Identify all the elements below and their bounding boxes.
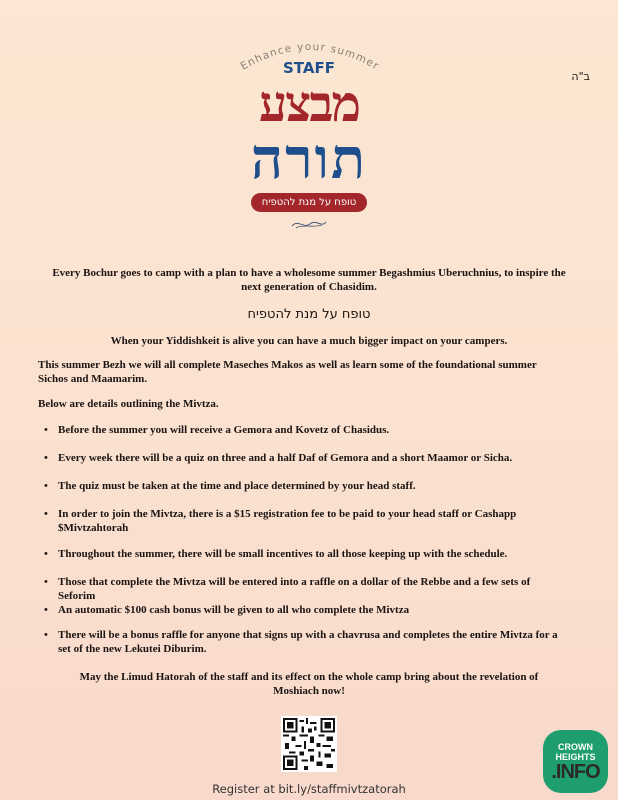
hebrew-motto: טופח על מנת להטפיח <box>247 307 371 322</box>
logo-title-torah: תורה <box>250 126 368 192</box>
list-item: • An automatic $100 cash bonus will be given to all who complete the Mivtza <box>58 603 568 617</box>
impact-line: When your Yiddishkeit is alive you can have a much bigger impact on your campers. <box>110 335 508 347</box>
crownheights-info-badge <box>543 730 608 793</box>
summer-plan-paragraph: This summer Bezh we will all complete Maseches Makos as well as learn some of the foundational summer Sichos and Maamarim. <box>38 359 537 385</box>
svg-text:Enhance your summer: Enhance your summer <box>238 40 382 73</box>
list-item: • The quiz must be taken at the time and place determined by your head staff. <box>58 479 568 493</box>
list-item: • Before the summer you will receive a Gemora and Kovetz of Chasidus. <box>58 423 568 437</box>
details-intro: Below are details outlining the Mivtza. <box>38 398 219 410</box>
body-content <box>0 266 618 796</box>
badge-line-1: CROWN <box>558 742 593 752</box>
list-item: • There will be a bonus raffle for anyone that signs up with a chavrusa and completes the entire Mivtza for a set of the new Lekutei Diburim. <box>58 628 563 656</box>
logo-title-mivtza: מבצע <box>258 74 360 133</box>
closing-blessing: May the Limud Hatorah of the staff and its effect on the whole camp bring about the revelation of Moshiach now! <box>79 671 539 697</box>
list-item: • Every week there will be a quiz on three and a half Daf of Gemora and a short Maamor or Sicha. <box>58 451 568 465</box>
details-list <box>0 423 618 656</box>
badge-line-3: .INFO <box>551 761 600 783</box>
intro-paragraph: Every Bochur goes to camp with a plan to have a wholesome summer Begashmius Uberuchnius, to inspire the next generation of Chasidim. <box>52 267 566 293</box>
register-link[interactable]: Register at bit.ly/staffmivtzatorah <box>212 782 406 796</box>
list-item: • Those that complete the Mivtza will be entered into a raffle on a dollar of the Rebbe and a few sets of Seforim <box>58 575 563 603</box>
swirl-ornament-icon <box>290 218 328 230</box>
qr-code-container <box>0 716 618 777</box>
qr-code-icon[interactable] <box>281 716 337 772</box>
list-item: • In order to join the Mivtza, there is a $15 registration fee to be paid to your head staff or Cashapp $Mivtzahtorah <box>58 507 528 535</box>
logo-staff: STAFF <box>283 59 335 77</box>
baruch-hashem-mark: ב"ה <box>571 70 590 83</box>
badge-line-2: HEIGHTS <box>555 752 596 762</box>
list-item: • Throughout the summer, there will be small incentives to all those keeping up with the schedule. <box>58 547 568 561</box>
logo-pill: טופח על מנת להטפיח <box>251 193 367 212</box>
